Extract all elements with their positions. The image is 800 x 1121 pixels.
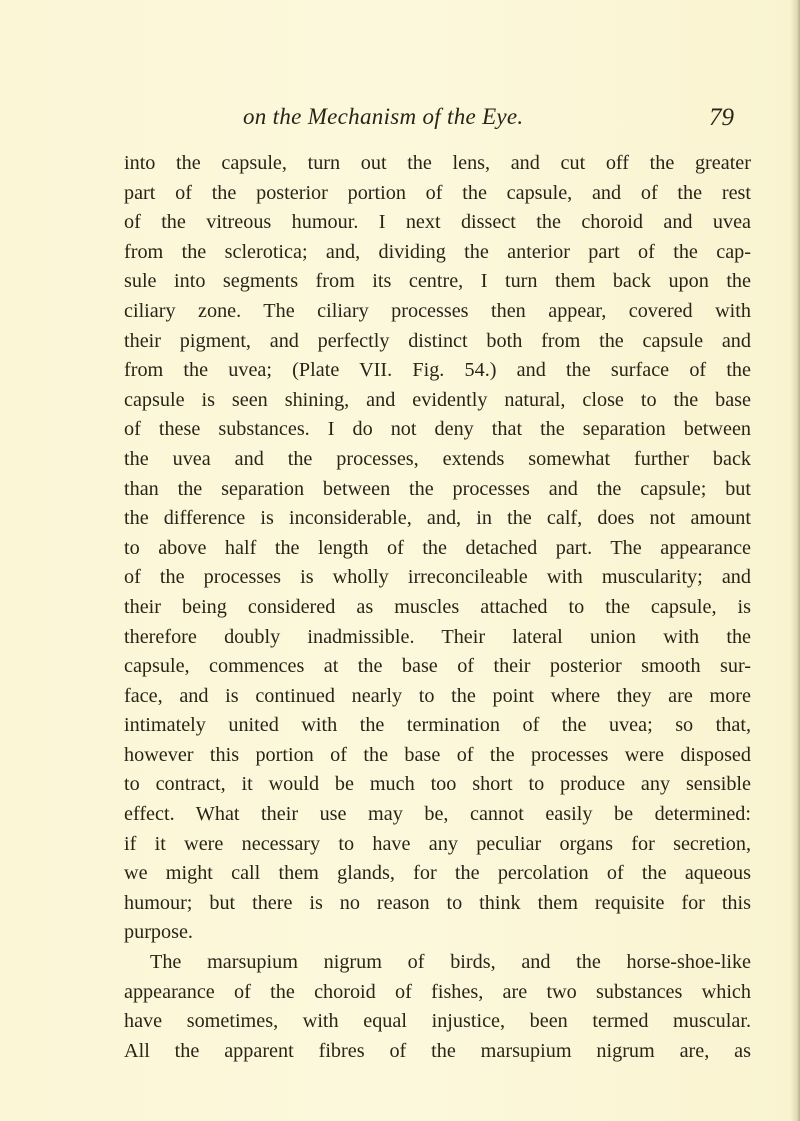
text-line: to above half the length of the detached part. The appearance: [124, 536, 751, 559]
text-line: ciliary zone. The ciliary processes then appear, covered with: [124, 299, 751, 322]
text-line: we might call them glands, for the percolation of the aqueous: [124, 862, 751, 885]
text-line: capsule, commences at the base of their posterior smooth sur-: [124, 655, 751, 678]
text-line: of the processes is wholly irreconcileable with muscularity; and: [124, 566, 751, 589]
text-line: the uvea and the processes, extends somewhat further back: [124, 447, 751, 470]
page-edge-shadow: [790, 0, 800, 1121]
text-line: effect. What their use may be, cannot easily be determined:: [124, 803, 751, 826]
text-line: purpose.: [124, 921, 193, 944]
text-line: of these substances. I do not deny that the separation between: [124, 418, 751, 441]
text-line: of the vitreous humour. I next dissect the choroid and uvea: [124, 211, 751, 234]
text-line: therefore doubly inadmissible. Their lateral union with the: [124, 625, 751, 648]
text-line: than the separation between the processes and the capsule; but: [124, 477, 751, 500]
body-text: [124, 149, 751, 1066]
text-line: if it were necessary to have any peculiar organs for secretion,: [124, 832, 751, 855]
page-number: 79: [709, 104, 734, 131]
text-line: their pigment, and perfectly distinct both from the capsule and: [124, 329, 751, 352]
running-head: [0, 102, 800, 138]
text-line: face, and is continued nearly to the point where they are more: [124, 684, 751, 707]
text-line: The marsupium nigrum of birds, and the horse-shoe-like: [150, 951, 751, 974]
running-head-title: on the Mechanism of the Eye.: [243, 104, 524, 129]
text-line: the difference is inconsiderable, and, in the calf, does not amount: [124, 507, 751, 530]
text-line: from the uvea; (Plate VII. Fig. 54.) and the surface of the: [124, 359, 751, 382]
text-line: however this portion of the base of the processes were disposed: [124, 743, 751, 766]
text-line: from the sclerotica; and, dividing the anterior part of the cap-: [124, 240, 751, 263]
text-line: their being considered as muscles attached to the capsule, is: [124, 595, 751, 618]
text-line: into the capsule, turn out the lens, and cut off the greater: [124, 152, 751, 174]
text-line: have sometimes, with equal injustice, been termed muscular.: [124, 1010, 751, 1033]
text-line: appearance of the choroid of fishes, are two substances which: [124, 980, 751, 1003]
text-line: sule into segments from its centre, I turn them back upon the: [124, 270, 751, 293]
text-line: to contract, it would be much too short to produce any sensible: [124, 773, 751, 796]
text-line: intimately united with the termination of the uvea; so that,: [124, 714, 751, 737]
text-line: capsule is seen shining, and evidently natural, close to the base: [124, 388, 751, 411]
text-line: part of the posterior portion of the capsule, and of the rest: [124, 181, 751, 204]
text-line: humour; but there is no reason to think them requisite for this: [124, 891, 751, 914]
text-line: All the apparent fibres of the marsupium nigrum are, as: [124, 1039, 751, 1062]
